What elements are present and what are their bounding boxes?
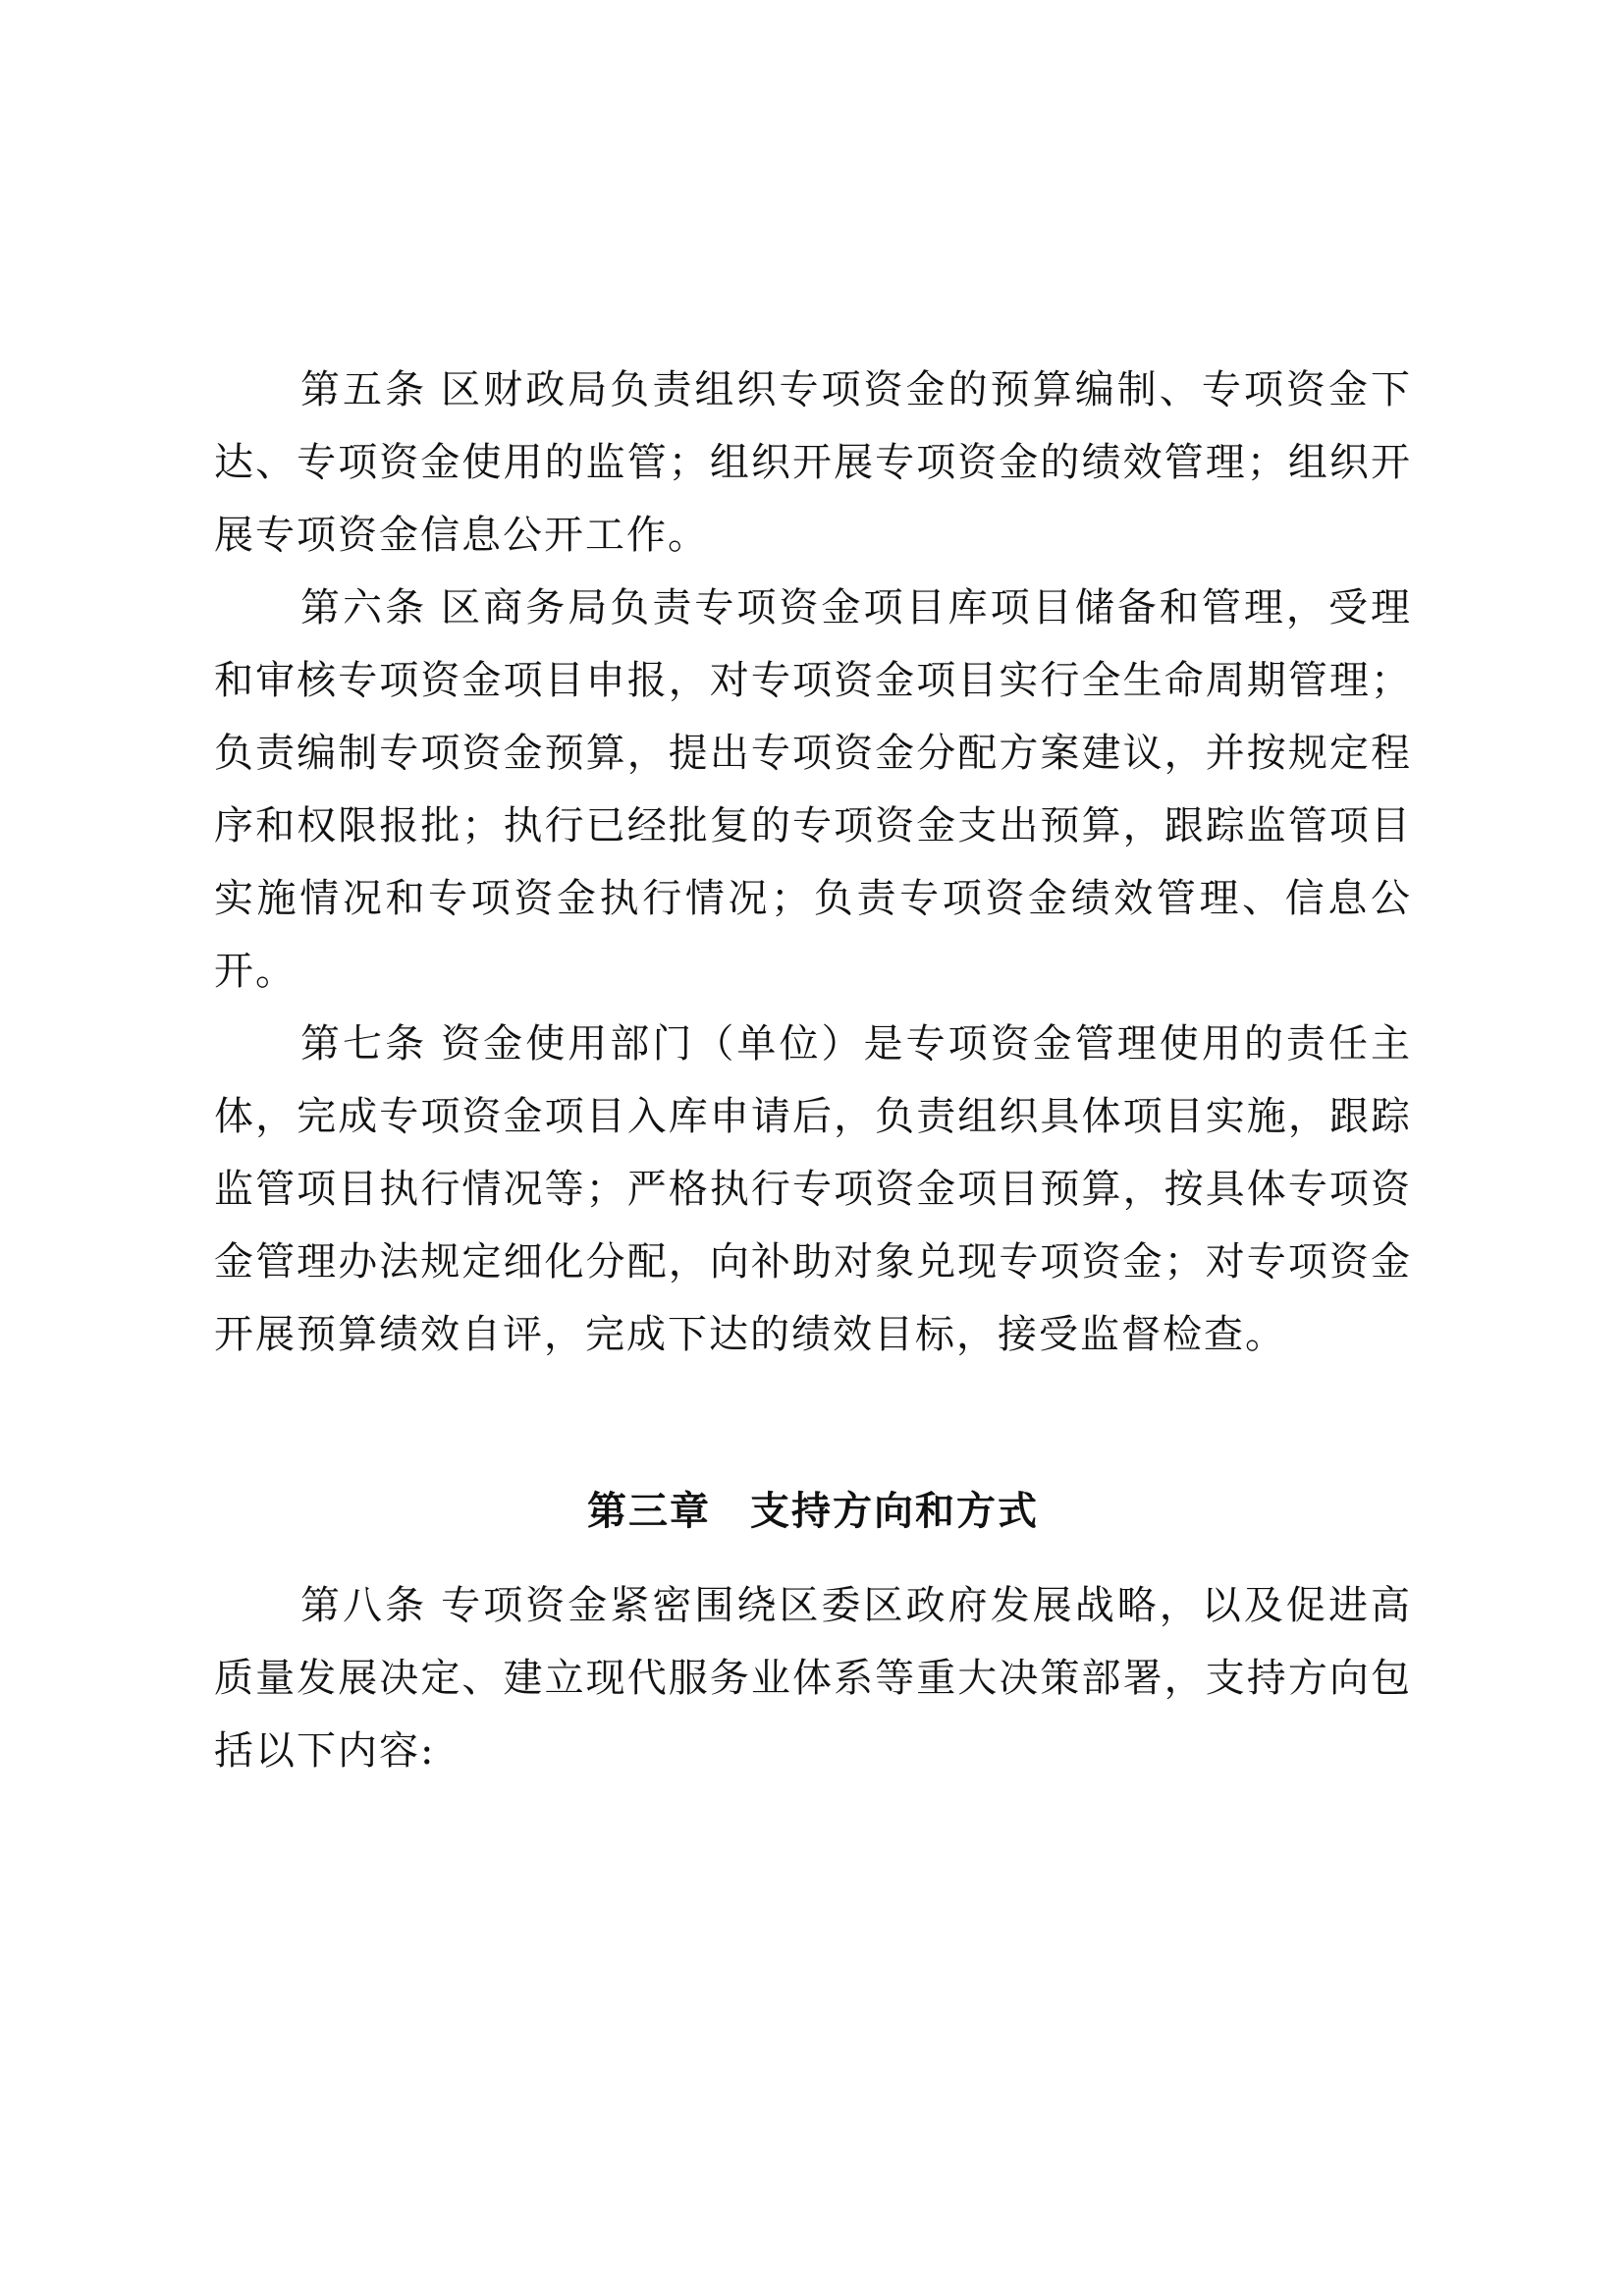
- article-text: 区财政局负责组织专项资金的预算编制、专项资金下达、专项资金使用的监管；组织开展专项资金的绩效管理；组织开展专项资金信息公开工作。: [214, 367, 1413, 558]
- chapter-spacer: [214, 1548, 1412, 1569]
- article-8: [214, 1569, 1412, 1787]
- article-number: 第六条: [300, 585, 428, 630]
- article-text: 资金使用部门（单位）是专项资金管理使用的责任主体，完成专项资金项目入库申请后，负责组织具体项目实施，跟踪监管项目执行情况等；严格执行专项资金项目预算，按具体专项资金管理办法规定细化分配，向补助对象兑现专项资金；对专项资金开展预算绩效自评，完成下达的绩效目标，接受监督检查。: [214, 1021, 1413, 1357]
- document-body: [214, 354, 1412, 1787]
- article-6: [214, 572, 1412, 1008]
- section-spacer: [214, 1371, 1412, 1475]
- article-text: 专项资金紧密围绕区委区政府发展战略，以及促进高质量发展决定、建立现代服务业体系等重大决策部署，支持方向包括以下内容:: [214, 1583, 1413, 1774]
- chapter-title: 支持方向和方式: [750, 1489, 1039, 1534]
- article-text: 区商务局负责专项资金项目库项目储备和管理，受理和审核专项资金项目申报，对专项资金项目实行全生命周期管理；负责编制专项资金预算，提出专项资金分配方案建议，并按规定程序和权限报批；执行已经批复的专项资金支出预算，跟踪监管项目实施情况和专项资金执行情况；负责专项资金绩效管理、信息公开。: [214, 585, 1413, 994]
- article-number: 第七条: [300, 1021, 428, 1066]
- article-7: [214, 1008, 1412, 1371]
- chapter-heading: [214, 1475, 1412, 1548]
- article-5: [214, 354, 1412, 572]
- article-number: 第八条: [300, 1583, 428, 1628]
- chapter-number: 第三章: [587, 1489, 711, 1534]
- article-number: 第五条: [300, 367, 428, 412]
